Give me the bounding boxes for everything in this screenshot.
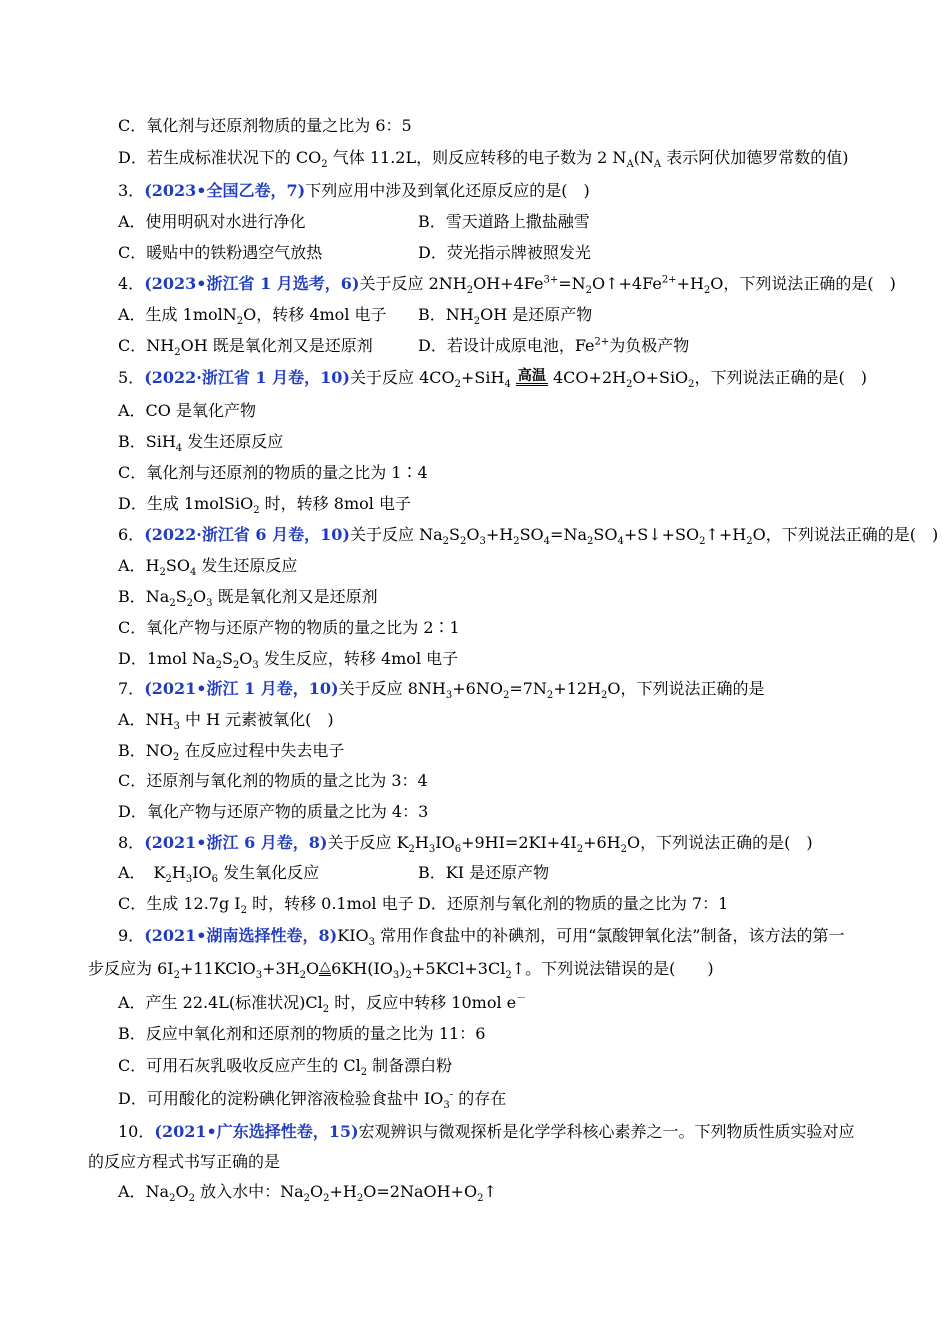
q8-options-ab: A． $K_2H_3IO_6$ 发生氧化反应 B．KI 是还原产物 <box>118 863 550 886</box>
question-9-source: (2021•湖南选择性卷，8) <box>144 926 338 945</box>
question-10-continued: 的反应方程式书写正确的是 <box>88 1152 281 1171</box>
reaction-condition: 高温 <box>517 368 546 384</box>
question-8-source: (2021•浙江 6 月卷，8) <box>144 833 328 852</box>
q9-option-a: A．产生 22.4L(标准状况)$Cl_2$ 时，反应中转移 10mol e－ <box>118 993 527 1016</box>
q6-option-c: C．氧化产物与还原产物的物质的量之比为 2∶1 <box>118 618 460 637</box>
q6-option-a: A．$H_2SO_4$ 发生还原反应 <box>118 556 298 579</box>
question-3: 3．(2023•全国乙卷，7)下列应用中涉及到氧化还原反应的是( ) <box>118 181 590 200</box>
question-4-source: (2023•浙江省 1 月选考，6) <box>144 274 360 293</box>
question-10: 10．(2021•广东选择性卷，15)宏观辨识与微观探析是化学学科核心素养之一。下列物质性质实验对应 <box>118 1122 855 1141</box>
question-9: 9．(2021•湖南选择性卷，$8)KIO_3$ 常用作食盐中的补碘剂，可用“氯酸钾氧化法”制备，该方法的第一 <box>118 926 845 949</box>
q7-option-d: D．氧化产物与还原产物的质量之比为 4：3 <box>118 802 429 821</box>
q3-options-cd: C．暖贴中的铁粉遇空气放热 D．荧光指示牌被照发光 <box>118 243 591 262</box>
question-7: 7．(2021•浙江 1 月卷，10)关于反应 $8NH_3+6NO_2=7N_2+12H_2O$，下列说法正确的是 <box>118 679 765 702</box>
q4-options-ab: A．生成 1molN$_2$O，转移 4mol 电子 B．$NH_2OH$ 是还原产物 <box>118 305 593 328</box>
question-5: 5．(2022·浙江省 1 月卷，10)关于反应 $4CO_2+SiH_4$ 高温 $4CO+2H_2O+SiO_2$，下列说法正确的是( ) <box>118 368 868 391</box>
q7-option-b: B．$NO_2$ 在反应过程中失去电子 <box>118 741 345 764</box>
q9-option-d: D．可用酸化的淀粉碘化钾溶液检验食盐中 $IO_3^-$ 的存在 <box>118 1089 507 1112</box>
question-7-source: (2021•浙江 1 月卷，10) <box>144 679 339 698</box>
q7-option-c: C．还原剂与氧化剂的物质的量之比为 3：4 <box>118 771 428 790</box>
q5-option-c: C．氧化剂与还原剂的物质的量之比为 1∶4 <box>118 463 428 482</box>
q10-option-a: A．$Na_2O_2$ 放入水中：$Na_2O_2+H_2O=2NaOH+O_2↑$ <box>118 1182 497 1205</box>
q8-options-cd: C．生成 12.7g $I_2$ 时，转移 0.1mol 电子 D．还原剂与氧化剂的物质的量之比为 7：1 <box>118 894 729 917</box>
q5-option-b: B．SiH$_4$ 发生还原反应 <box>118 432 284 455</box>
q2-option-c: C．氧化剂与还原剂物质的量之比为 6：5 <box>118 116 412 135</box>
question-6: 6．(2022·浙江省 6 月卷，10)关于反应 $Na_2S_2O_3+H_2SO_4=Na_2SO_4+S↓+SO_2↑+H_2O$，下列说法正确的是( ) <box>118 525 939 548</box>
heat-condition: △ <box>320 959 331 974</box>
question-10-source: (2021•广东选择性卷，15) <box>154 1122 359 1141</box>
q9-option-b: B．反应中氧化剂和还原剂的物质的量之比为 11：6 <box>118 1024 486 1043</box>
q6-option-b: B．$Na_2S_2O_3$ 既是氧化剂又是还原剂 <box>118 587 378 610</box>
q7-option-a: A．$NH_3$ 中 H 元素被氧化( ) <box>118 710 334 733</box>
q4-options-cd: C．$NH_2OH$ 既是氧化剂又是还原剂 D．若设计成原电池，$Fe^{2+}$为负极产物 <box>118 336 690 359</box>
q5-option-d: D．生成 1molSiO$_2$ 时，转移 8mol 电子 <box>118 494 411 517</box>
question-6-source: (2022·浙江省 6 月卷，10) <box>144 525 350 544</box>
question-8: 8．(2021•浙江 6 月卷，8)关于反应 $K_2H_3IO_6+9HI=2KI+4I_2+6H_2O$，下列说法正确的是( ) <box>118 833 813 856</box>
q2-option-d: D．若生成标准状况下的 $CO_2$ 气体 11.2L，则反应转移的电子数为 2 $N_A(N_A$ 表示阿伏加德罗常数的值) <box>118 148 849 171</box>
question-4: 4．(2023•浙江省 1 月选考，6)关于反应 $2NH_2OH+4Fe^{3+}=N_2O↑+4Fe^{2+}+H_2O$，下列说法正确的是( ) <box>118 274 896 297</box>
question-9-continued: 步反应为 $6I_2+11KClO_3+3H_2O\triangle 6KH(IO_3)_2+5KCl+3Cl_2↑$。下列说法错误的是( ) <box>88 959 714 982</box>
q3-options-ab: A．使用明矾对水进行净化 B．雪天道路上撒盐融雪 <box>118 212 590 231</box>
question-5-source: (2022·浙江省 1 月卷，10) <box>144 368 350 387</box>
question-3-source: (2023•全国乙卷，7) <box>144 181 306 200</box>
q5-option-a: A．CO 是氧化产物 <box>118 401 257 420</box>
q9-option-c: C．可用石灰乳吸收反应产生的 $Cl_2$ 制备漂白粉 <box>118 1056 453 1079</box>
q6-option-d: D．1mol $Na_2S_2O_3$ 发生反应，转移 4mol 电子 <box>118 649 459 672</box>
